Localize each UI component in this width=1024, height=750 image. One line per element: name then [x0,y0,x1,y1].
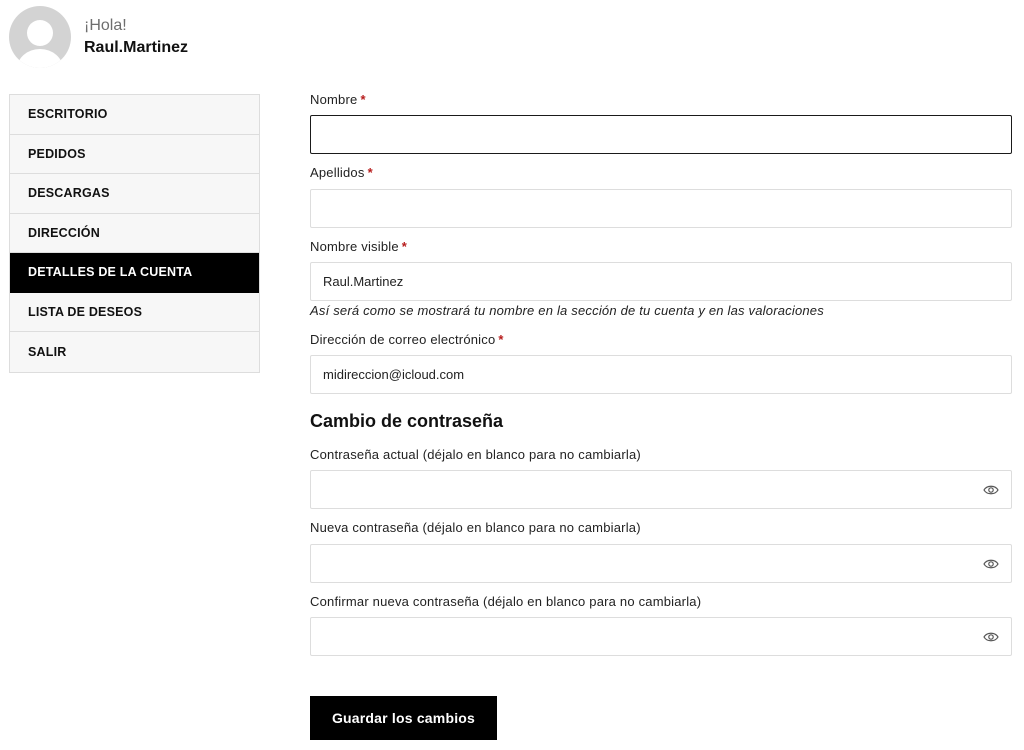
current-password-field [310,470,1012,509]
nav-item-lista-deseos[interactable]: LISTA DE DESEOS [10,293,259,333]
new-password-field [310,544,1012,583]
display-name-label: Nombre visible * [310,239,408,254]
email-label: Dirección de correo electrónico * [310,332,504,347]
eye-icon[interactable] [983,483,999,497]
new-password-input[interactable] [311,545,1011,582]
nav-item-descargas[interactable]: DESCARGAS [10,174,259,214]
nav-item-salir[interactable]: SALIR [10,332,259,372]
email-field [310,355,1012,394]
eye-icon[interactable] [983,630,999,644]
greeting [84,16,188,59]
last-name-field [310,189,1012,228]
first-name-field [310,115,1012,154]
user-header [9,6,188,68]
avatar [9,6,71,68]
greeting-text: ¡Hola! [84,16,127,34]
first-name-label: Nombre * [310,92,366,107]
last-name-input[interactable] [311,190,1011,227]
first-name-input[interactable] [311,116,1011,153]
nav-item-pedidos[interactable]: PEDIDOS [10,135,259,175]
confirm-password-field [310,617,1012,656]
username: Raul.Martinez [84,38,189,56]
new-password-label: Nueva contraseña (déjalo en blanco para no cambiarla) [310,520,641,535]
nav-item-direccion[interactable]: DIRECCIÓN [10,214,259,254]
eye-icon[interactable] [983,557,999,571]
confirm-password-label: Confirmar nueva contraseña (déjalo en blanco para no cambiarla) [310,594,702,609]
display-name-input[interactable] [311,263,1011,300]
account-nav [9,94,260,373]
nav-item-detalles-cuenta[interactable]: DETALLES DE LA CUENTA [10,253,259,293]
display-name-hint: Así será como se mostrará tu nombre en la sección de tu cuenta y en las valoraciones [310,303,824,318]
password-section-title: Cambio de contraseña [310,411,504,431]
nav-item-escritorio[interactable]: ESCRITORIO [10,95,259,135]
current-password-input[interactable] [311,471,1011,508]
current-password-label: Contraseña actual (déjalo en blanco para no cambiarla) [310,447,641,462]
confirm-password-input[interactable] [311,618,1011,655]
last-name-label: Apellidos * [310,165,373,180]
display-name-field [310,262,1012,301]
save-changes-button[interactable]: Guardar los cambios [310,696,497,740]
email-input[interactable] [311,356,1011,393]
